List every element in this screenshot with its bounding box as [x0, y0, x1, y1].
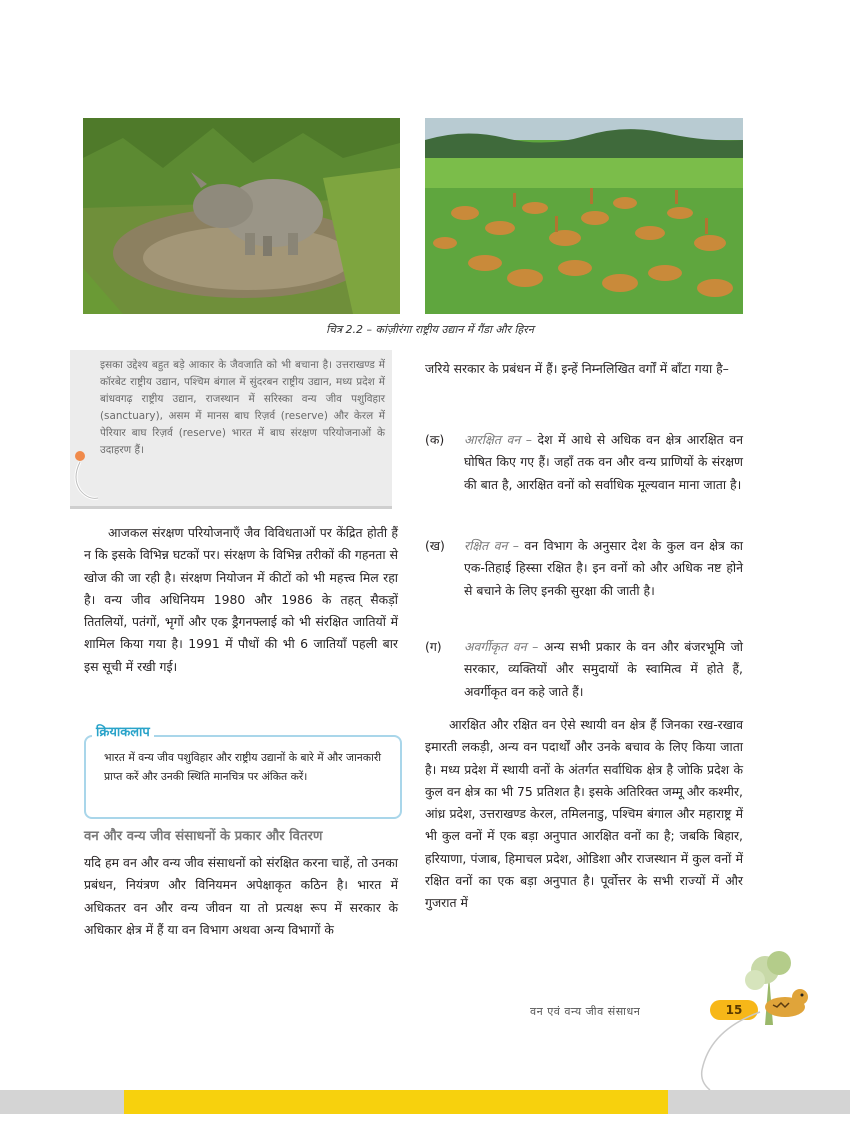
page-number: 15 [710, 1000, 758, 1020]
term-protected-forest: रक्षित वन – [464, 538, 519, 553]
activity-title: क्रियाकलाप [92, 722, 154, 740]
bottom-bar-accent [124, 1090, 668, 1114]
list-item-ka-text: देश में आधे से अधिक वन क्षेत्र आरक्षित वन घोषित किए गए हैं। जहाँ तक वन और वन्य प्राणियों के संरक्षण की बात है, आरक्षित वनों को सर्वाधिक मूल्यवान माना जाता है। [464, 432, 743, 492]
section-heading: वन और वन्य जीव संसाधनों के प्रकार और वितरण [84, 829, 323, 844]
right-intro: जरिये सरकार के प्रबंधन में हैं। इन्हें निम्नलिखित वर्गों में बाँटा गया है– [425, 361, 729, 376]
list-item-ga-text: अन्य सभी प्रकार के वन और बंजरभूमि जो सरकार, व्यक्तियों और समुदायों के स्वामित्व में होते हैं, अवर्गीकृत वन कहे जाते हैं। [464, 639, 743, 699]
list-item-kha [464, 535, 743, 602]
list-item-kha-marker: (ख) [425, 538, 445, 553]
list-item-kha-text: वन विभाग के अनुसार देश के कुल वन क्षेत्र का एक-तिहाई हिस्सा रक्षित है। इन वनों को और अधिक नष्ट होने से बचाने के लिए इनकी सुरक्षा की जाती है। [464, 538, 743, 598]
chapter-title-footer: वन एवं वन्य जीव संसाधन [530, 1005, 641, 1018]
note-text: इसका उद्देश्य बहुत बड़े आकार के जैवजाति को भी बचाना है। उत्तराखण्ड में कॉरबेट राष्ट्रीय उद्यान, पश्चिम बंगाल में सुंदरबन राष्ट्रीय उद्यान, मध्य प्रदेश में बांधवगढ़ राष्ट्रीय उद्यान, राजस्थान में सरिस्का वन्य जीव पशुविहार (sanctuary), असम में मानस बाघ रिज़र्व (reserve) और केरल में पेरियार बाघ रिज़र्व (reserve) भारत में बाघ संरक्षण परियोजनाओं के उदाहरण हैं। [100, 359, 385, 456]
note-curl-icon [70, 448, 100, 508]
term-reserved-forest: आरक्षित वन – [464, 432, 532, 447]
left-paragraph-1: आजकल संरक्षण परियोजनाएँ जैव विविधताओं पर केंद्रित होती हैं न कि इसके विभिन्न घटकों पर। संरक्षण के विभिन्न तरीकों की गहनता से खोज की जा रही है। संरक्षण नियोजन में कीटों को भी महत्त्व मिल रहा है। वन्य जीव अधिनियम 1980 और 1986 के तहत् सैकड़ों तितलियों, पतंगों, भृगों और एक ड्रैगनफ्लाई को भी संरक्षित जातियों में शामिल किया गया है। 1991 में पौधों की भी 6 जातियाँ पहली बार इस सूची में रखी गई। [84, 525, 398, 674]
rhino-photo [83, 118, 400, 314]
right-paragraph: आरक्षित और रक्षित वन ऐसे स्थायी वन क्षेत्र हैं जिनका रख-रखाव इमारती लकड़ी, अन्य वन पदार्थों और उनके बचाव के लिए किया जाता है। मध्य प्रदेश में स्थायी वनों के अंतर्गत सर्वाधिक क्षेत्र है जोकि प्रदेश के कुल वन क्षेत्र का भी 75 प्रतिशत है। इसके अतिरिक्त जम्मू और कश्मीर, आंध्र प्रदेश, उत्तराखण्ड केरल, तमिलनाडु, पश्चिम बंगाल और महाराष्ट्र में भी कुल वनों में एक बड़ा अनुपात आरक्षित वनों का है; जबकि बिहार, हरियाणा, पंजाब, हिमाचल प्रदेश, ओडिशा और राजस्थान में कुल वनों में रक्षित वनों का एक बड़ा अनुपात है। पूर्वोत्तर के सभी राज्यों में और गुजरात में [425, 717, 743, 911]
left-paragraph-2: यदि हम वन और वन्य जीव संसाधनों को संरक्षित करना चाहें, तो उनका प्रबंधन, नियंत्रण और विनियमन अपेक्षाकृत कठिन है। भारत में अधिकतर वन और वन्य जीवन या तो प्रत्यक्ष रूप में सरकार के अधिकार क्षेत्र में हैं या वन विभाग अथवा अन्य विभागों के [84, 855, 398, 937]
deer-photo [425, 118, 743, 314]
list-item-ka [464, 429, 743, 496]
footer-curve-decoration [690, 1010, 780, 1090]
list-item-ga [464, 636, 743, 703]
term-unclassed-forest: अवर्गीकृत वन – [464, 639, 539, 654]
list-item-ka-marker: (क) [425, 432, 445, 447]
activity-text: भारत में वन्य जीव पशुविहार और राष्ट्रीय उद्यानों के बारे में और जानकारी प्राप्त करें और उनकी स्थिति मानचित्र पर अंकित करें। [104, 751, 382, 783]
list-item-ga-marker: (ग) [425, 639, 442, 654]
figure-caption: चित्र 2.2 – कांज़ीरंगा राष्ट्रीय उद्यान में गैंडा और हिरन [326, 323, 534, 336]
